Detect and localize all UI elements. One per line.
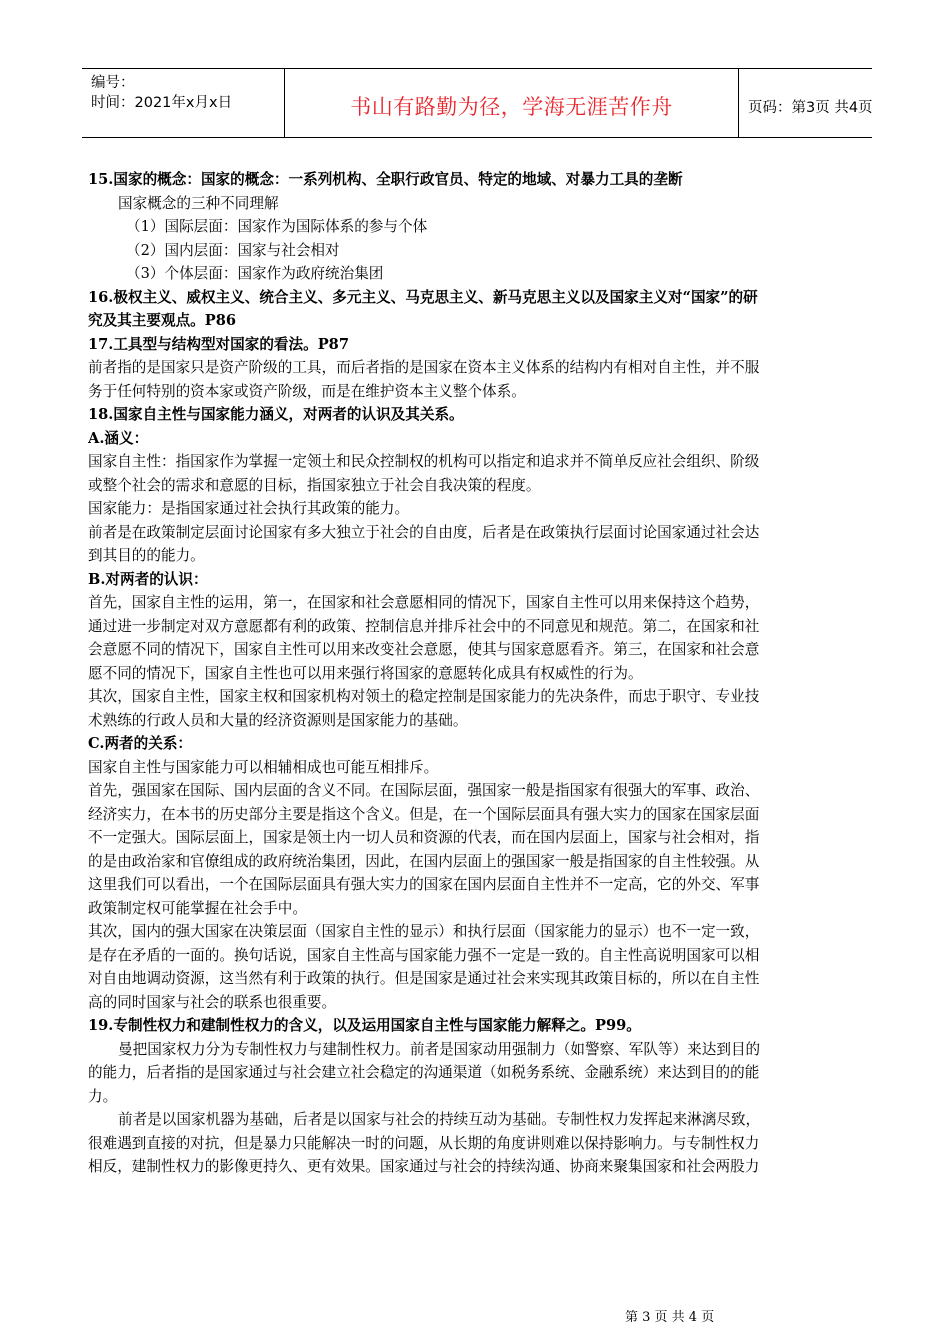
motto: 书山有路勤为径，学海无涯苦作舟 — [350, 95, 673, 119]
heading-line: A.涵义： — [88, 429, 149, 447]
text-line: 很难遇到直接的对抗，但是暴力只能解决一时的问题，从长期的角度讲则难以保持影响力。与专制性权力 — [88, 1134, 760, 1152]
text-line: 国家自主性：指国家作为掌握一定领土和民众控制权的机构可以指定和追求并不简单反应社会组织、阶级 — [88, 453, 760, 470]
text-line: 政策制定权可能掌握在社会手中。 — [88, 899, 307, 917]
text-line: 首先，国家自主性的运用，第一，在国家和社会意愿相同的情况下，国家自主性可以用来保持这个趋势， — [88, 594, 760, 611]
text-line: 相反，建制性权力的影像更持久、更有效果。国家通过与社会的持续沟通、协商来聚集国家和社会两股力 — [88, 1158, 760, 1175]
text-line: 的能力，后者指的是国家通过与社会建立社会稳定的沟通渠道（如税务系统、金融系统）来达到目的的能 — [88, 1064, 760, 1081]
header-page-cell — [739, 69, 872, 137]
heading-line: 16.极权主义、威权主义、统合主义、多元主义、马克思主义、新马克思主义以及国家主义对“国家”的研 — [88, 288, 758, 306]
heading-line: 19.专制性权力和建制性权力的含义，以及运用国家自主性与国家能力解释之。P99。 — [88, 1017, 641, 1034]
text-line: 国家自主性与国家能力可以相辅相成也可能互相排斥。 — [88, 758, 439, 776]
page-footer: 第 3 页 共 4 页 — [625, 1310, 715, 1325]
text-line: 前者是以国家机器为基础，后者是以国家与社会的持续互动为基础。专制性权力发挥起来淋漓尽致， — [118, 1111, 761, 1128]
header-table — [82, 68, 872, 138]
text-line: 会意愿不同的情况下，国家自主性可以用来改变社会意愿，使其与国家意愿看齐。第三，在国家和社会意 — [88, 641, 760, 658]
text-line: 曼把国家权力分为专制性权力与建制性权力。前者是国家动用强制力（如警察、军队等）来达到目的 — [118, 1040, 761, 1058]
text-line: 国家能力：是指国家通过社会执行其政策的能力。 — [88, 500, 410, 517]
text-line: 这里我们可以看出，一个在国际层面具有强大实力的国家在国内层面自主性并不一定高，它的外交、军事 — [88, 876, 760, 893]
text-line: 首先，强国家在国际、国内层面的含义不同。在国际层面，强国家一般是指国家有很强大的军事、政治、 — [88, 782, 760, 799]
header-motto-cell — [285, 69, 739, 137]
heading-line: C.两者的关系： — [88, 735, 193, 752]
text-line: 对自由地调动资源，这当然有利于政策的执行。但是国家是通过社会来实现其政策目标的，所以在自主性 — [88, 970, 760, 987]
page-info: 页码：第3页 共4页 — [748, 100, 873, 116]
text-line: 国家概念的三种不同理解 — [118, 194, 279, 212]
text-line: 愿不同的情况下，国家自主性也可以用来强行将国家的意愿转化成具有权威性的行为。 — [88, 664, 643, 682]
text-line: 的是由政治家和官僚组成的政府统治集团，因此，在国内层面上的强国家一般是指国家的自主性较强。从 — [88, 852, 760, 870]
text-line: 前者是在政策制定层面讨论国家有多大独立于社会的自由度，后者是在政策执行层面讨论国家通过社会达 — [88, 523, 760, 541]
text-line: 经济实力，在本书的历史部分主要是指这个含义。但是，在一个国际层面具有强大实力的国家在国家层面 — [88, 805, 760, 823]
heading-line: 17.工具型与结构型对国家的看法。P87 — [88, 335, 349, 353]
heading-line: 15.国家的概念：国家的概念：一系列机构、全职行政官员、特定的地域、对暴力工具的垄断 — [88, 171, 683, 188]
text-line: 通过进一步制定对双方意愿都有利的政策、控制信息并排斥社会中的不同意见和规范。第二，在国家和社 — [88, 617, 760, 635]
text-line: （1）国际层面：国家作为国际体系的参与个体 — [126, 218, 428, 235]
text-line: 其次，国家自主性，国家主权和国家机构对领土的稳定控制是国家能力的先决条件，而忠于职守、专业技 — [88, 688, 760, 705]
text-line: 高的同时国家与社会的联系也很重要。 — [88, 993, 337, 1011]
text-line: 前者指的是国家只是资产阶级的工具，而后者指的是国家在资本主义体系的结构内有相对自主性，并不服 — [88, 359, 760, 376]
text-line: 务于任何特别的资本家或资产阶级，而是在维护资本主义整个体系。 — [88, 382, 526, 400]
text-line: （3）个体层面：国家作为政府统治集团 — [126, 265, 384, 282]
text-line: 或整个社会的需求和意愿的目标，指国家独立于社会自我决策的程度。 — [88, 476, 541, 494]
header-meta-cell — [82, 69, 285, 137]
heading-line: 究及其主要观点。P86 — [88, 312, 237, 329]
text-line: 术熟练的行政人员和大量的经济资源则是国家能力的基础。 — [88, 711, 468, 729]
text-line: 不一定强大。国际层面上，国家是领土内一切人员和资源的代表，而在国内层面上，国家与社会相对，指 — [88, 829, 760, 846]
text-line: 力。 — [88, 1087, 118, 1105]
heading-line: 18.国家自主性与国家能力涵义，对两者的认识及其关系。 — [88, 406, 464, 423]
text-line: 是存在矛盾的一面的。换句话说，国家自主性高与国家能力强不一定是一致的。自主性高说明国家可以相 — [88, 946, 760, 964]
heading-line: B.对两者的认识： — [88, 570, 208, 588]
document-body — [88, 168, 868, 1179]
number-label: 编号： — [91, 75, 135, 91]
time-label: 时间：2021年x月x日 — [91, 95, 233, 111]
text-line: 其次，国内的强大国家在决策层面（国家自主性的显示）和执行层面（国家能力的显示）也不一定一致， — [88, 923, 760, 940]
text-line: （2）国内层面：国家与社会相对 — [126, 241, 340, 259]
text-line: 到其目的的能力。 — [88, 547, 205, 564]
